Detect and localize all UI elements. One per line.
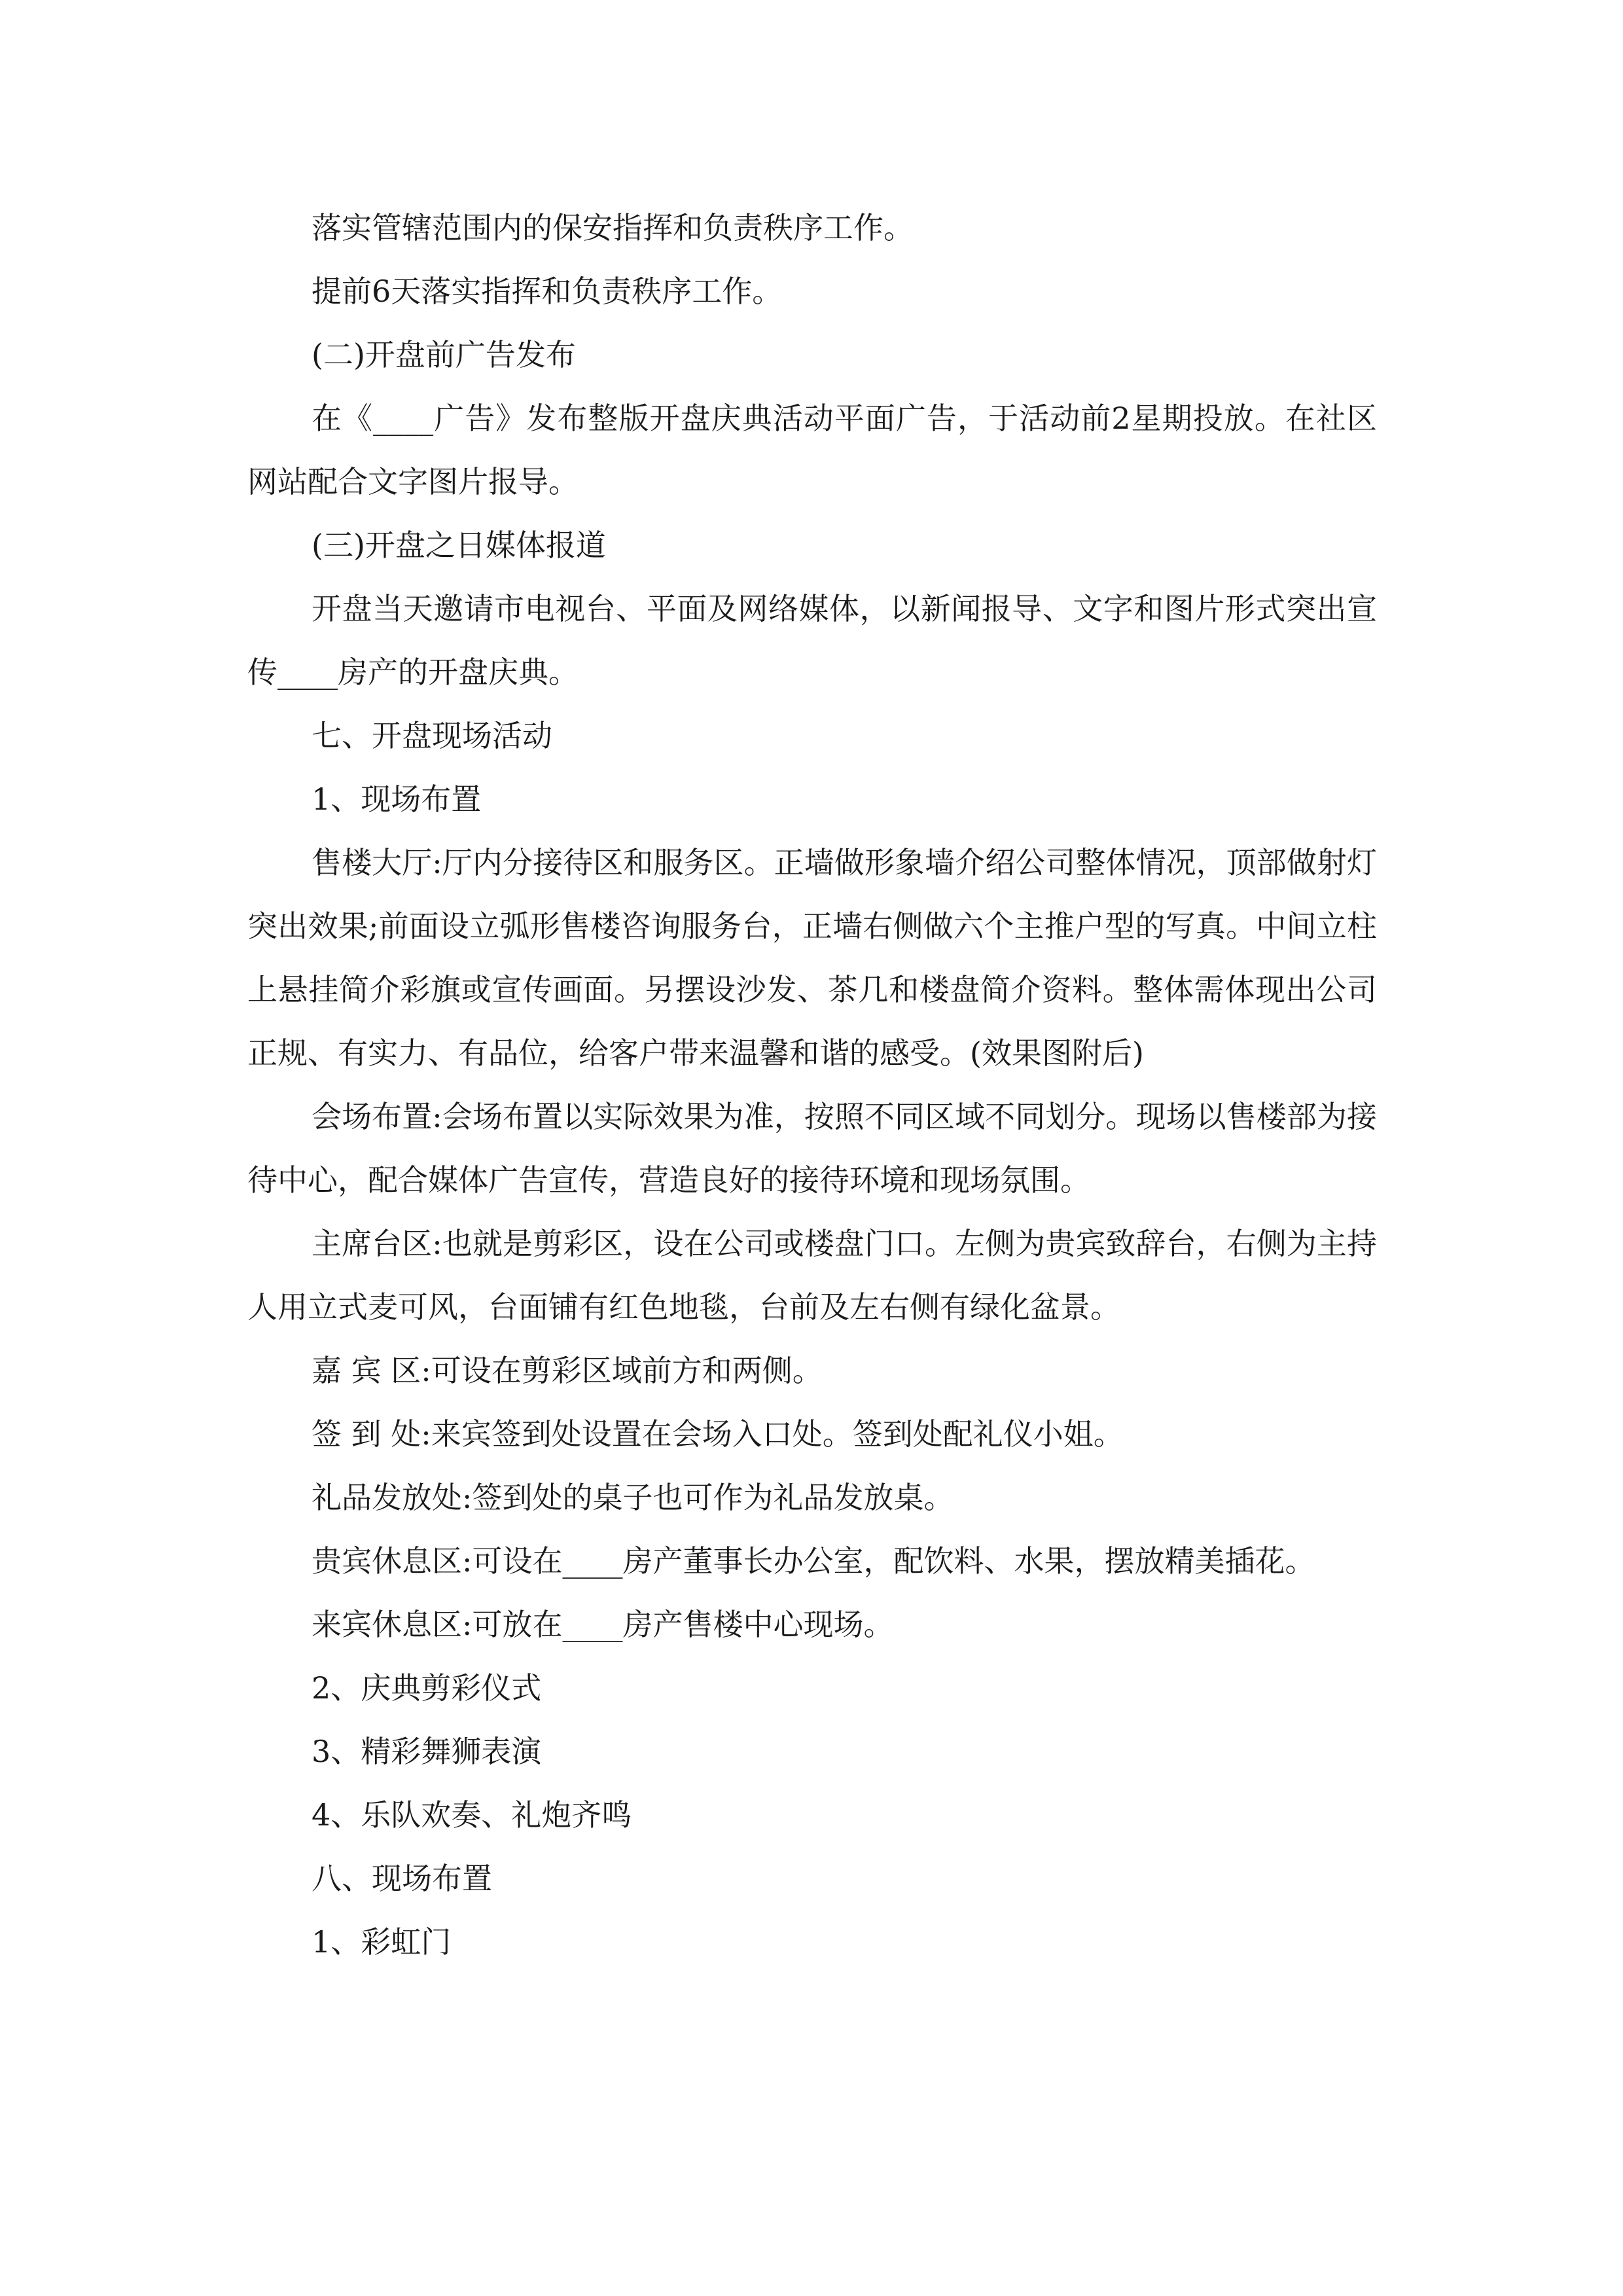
- section-heading: (三)开盘之日媒体报道: [312, 528, 606, 563]
- section-heading: (二)开盘前广告发布: [312, 337, 576, 372]
- paragraph: 签 到 处:来宾签到处设置在会场入口处。签到处配礼仪小姐。: [312, 1416, 1124, 1452]
- chapter-heading: 七、开盘现场活动: [312, 718, 552, 753]
- paragraph: 主席台区:也就是剪彩区，设在公司或楼盘门口。左侧为贵宾致辞台，右侧为主持人用立式麦可风，台面铺有红色地毯，台前及左右侧有绿化盆景。: [247, 1226, 1377, 1325]
- paragraph: 嘉 宾 区:可设在剪彩区域前方和两侧。: [312, 1353, 823, 1388]
- chapter-heading: 八、现场布置: [312, 1861, 492, 1896]
- paragraph: 开盘当天邀请市电视台、平面及网络媒体，以新闻报导、文字和图片形式突出宣传____房产的开盘庆典。: [247, 591, 1377, 690]
- paragraph: 来宾休息区:可放在____房产售楼中心现场。: [312, 1607, 894, 1642]
- subsection-heading: 1、彩虹门: [312, 1924, 452, 1960]
- subsection-heading: 4、乐队欢奏、礼炮齐鸣: [312, 1797, 632, 1833]
- paragraph: 售楼大厅:厅内分接待区和服务区。正墙做形象墙介绍公司整体情况，顶部做射灯突出效果;前面设立弧形售楼咨询服务台，正墙右侧做六个主推户型的写真。中间立柱上悬挂简介彩旗或宣传画面。另摆设沙发、茶几和楼盘简介资料。整体需体现出公司正规、有实力、有品位，给客户带来温馨和谐的感受。(效果图附后): [247, 845, 1377, 1071]
- subsection-heading: 3、精彩舞狮表演: [312, 1734, 542, 1769]
- paragraph: 在《____广告》发布整版开盘庆典活动平面广告，于活动前2星期投放。在社区网站配合文字图片报导。: [247, 401, 1377, 499]
- paragraph: 提前6天落实指挥和负责秩序工作。: [312, 274, 783, 309]
- paragraph: 贵宾休息区:可设在____房产董事长办公室，配饮料、水果，摆放精美插花。: [312, 1543, 1315, 1579]
- subsection-heading: 1、现场布置: [312, 781, 482, 817]
- subsection-heading: 2、庆典剪彩仪式: [312, 1670, 542, 1706]
- paragraph: 落实管辖范围内的保安指挥和负责秩序工作。: [312, 210, 914, 245]
- document-body: [247, 196, 1377, 1974]
- paragraph: 礼品发放处:签到处的桌子也可作为礼品发放桌。: [312, 1480, 954, 1515]
- paragraph: 会场布置:会场布置以实际效果为准，按照不同区域不同划分。现场以售楼部为接待中心，配合媒体广告宣传，营造良好的接待环境和现场氛围。: [247, 1099, 1377, 1198]
